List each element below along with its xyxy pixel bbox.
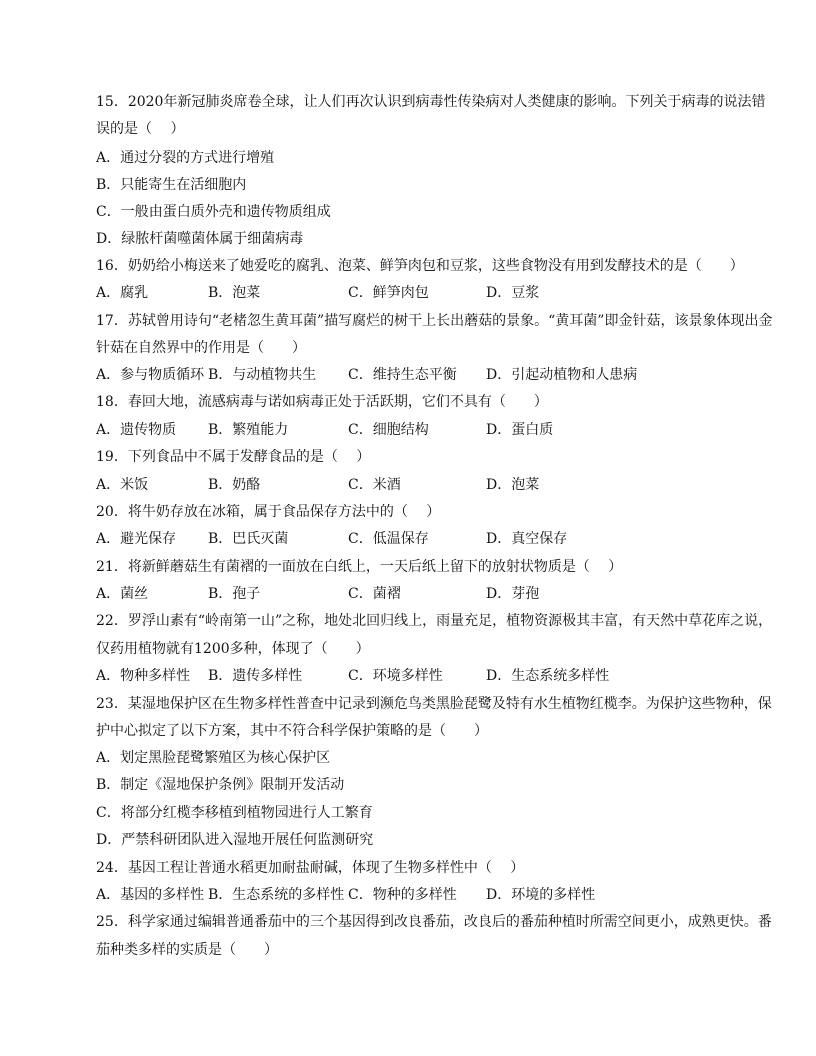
question-24-option-d: D．环境的多样性 — [486, 887, 596, 903]
question-20-option-a: A．避光保存 — [96, 531, 177, 547]
question-16-stem-line-1: 16．奶奶给小梅送来了她爱吃的腐乳、泡菜、鲜笋肉包和豆浆，这些食物没有用到发酵技术的是（ ） — [96, 258, 744, 274]
question-22-option-a: A．物种多样性 — [96, 668, 191, 684]
question-16-option-b: B．泡菜 — [208, 285, 261, 301]
question-19-option-d: D．泡菜 — [486, 477, 540, 493]
question-15-stem-line-1: 15．2020年新冠肺炎席卷全球，让人们再次认识到病毒性传染病对人类健康的影响。下列关于病毒的说法错 — [96, 94, 766, 110]
question-22-option-d: D．生态系统多样性 — [486, 668, 610, 684]
question-23-option-a: A．划定黑脸琵鹭繁殖区为核心保护区 — [96, 750, 331, 766]
question-23-stem-line-1: 23．某湿地保护区在生物多样性普查中记录到濒危鸟类黑脸琵鹭及特有水生植物红榄李。为保护这些物种，保 — [96, 696, 772, 712]
question-16-option-a: A．腐乳 — [96, 285, 149, 301]
question-15-option-d: D．绿脓杆菌噬菌体属于细菌病毒 — [96, 231, 304, 247]
question-19-option-b: B．奶酪 — [208, 477, 261, 493]
question-17-option-d: D．引起动植物和人患病 — [486, 367, 638, 383]
question-21-option-c: C．菌褶 — [348, 586, 401, 602]
question-22-stem-line-2: 仅药用植物就有1200多种，体现了（ ） — [96, 641, 370, 657]
question-20-stem-line-1: 20．将牛奶存放在冰箱，属于食品保存方法中的（ ） — [96, 504, 441, 520]
question-23-option-c: C．将部分红榄李移植到植物园进行人工繁育 — [96, 805, 373, 821]
question-21-option-a: A．菌丝 — [96, 586, 149, 602]
question-22-option-b: B．遗传多样性 — [208, 668, 303, 684]
question-23-option-b: B．制定《湿地保护条例》限制开发活动 — [96, 777, 345, 793]
question-20-option-b: B．巴氏灭菌 — [208, 531, 289, 547]
question-17-option-a: A．参与物质循环 — [96, 367, 205, 383]
question-17-stem-line-2: 针菇在自然界中的作用是（ ） — [96, 340, 306, 356]
question-24-stem-line-1: 24．基因工程让普通水稻更加耐盐耐碱，体现了生物多样性中（ ） — [96, 860, 525, 876]
question-21-stem-line-1: 21．将新鲜蘑菇生有菌褶的一面放在白纸上，一天后纸上留下的放射状物质是（ ） — [96, 559, 623, 575]
question-23-stem-line-2: 护中心拟定了以下方案，其中不符合科学保护策略的是（ ） — [96, 723, 488, 739]
question-22-stem-line-1: 22．罗浮山素有“岭南第一山”之称，地处北回归线上，雨量充足，植物资源极其丰富，有天然中草花库之说， — [96, 613, 773, 629]
question-17-option-b: B．与动植物共生 — [208, 367, 317, 383]
question-15-option-b: B．只能寄生在活细胞内 — [96, 177, 247, 193]
question-20-option-c: C．低温保存 — [348, 531, 429, 547]
question-18-option-d: D．蛋白质 — [486, 422, 554, 438]
question-15-option-a: A．通过分裂的方式进行增殖 — [96, 150, 275, 166]
question-15-option-c: C．一般由蛋白质外壳和遗传物质组成 — [96, 204, 331, 220]
question-23-option-d: D．严禁科研团队进入湿地开展任何监测研究 — [96, 832, 374, 848]
question-24-option-b: B．生态系统的多样性 — [208, 887, 345, 903]
question-18-option-b: B．繁殖能力 — [208, 422, 289, 438]
question-17-stem-line-1: 17．苏轼曾用诗句“老楮忽生黄耳菌”描写腐烂的树干上长出蘑菇的景象。“黄耳菌”即金针菇，该景象体现出金 — [96, 313, 773, 329]
question-21-option-b: B．孢子 — [208, 586, 261, 602]
question-20-option-d: D．真空保存 — [486, 531, 568, 547]
question-19-stem-line-1: 19．下列食品中不属于发酵食品的是（ ） — [96, 449, 371, 465]
question-16-option-d: D．豆浆 — [486, 285, 540, 301]
question-17-option-c: C．维持生态平衡 — [348, 367, 457, 383]
question-24-option-c: C．物种的多样性 — [348, 887, 457, 903]
question-24-option-a: A．基因的多样性 — [96, 887, 205, 903]
question-18-option-c: C．细胞结构 — [348, 422, 429, 438]
question-18-stem-line-1: 18．春回大地，流感病毒与诺如病毒正处于活跃期，它们不具有（ ） — [96, 394, 548, 410]
question-25-stem-line-1: 25．科学家通过编辑普通番茄中的三个基因得到改良番茄，改良后的番茄种植时所需空间更小，成熟更快。番 — [96, 914, 772, 930]
question-19-option-a: A．米饭 — [96, 477, 149, 493]
question-16-option-c: C．鲜笋肉包 — [348, 285, 429, 301]
question-19-option-c: C．米酒 — [348, 477, 401, 493]
question-25-stem-line-2: 茄种类多样的实质是（ ） — [96, 942, 278, 958]
question-22-option-c: C．环境多样性 — [348, 668, 443, 684]
question-21-option-d: D．芽孢 — [486, 586, 540, 602]
question-18-option-a: A．遗传物质 — [96, 422, 177, 438]
question-15-stem-line-2: 误的是（ ） — [96, 121, 185, 137]
